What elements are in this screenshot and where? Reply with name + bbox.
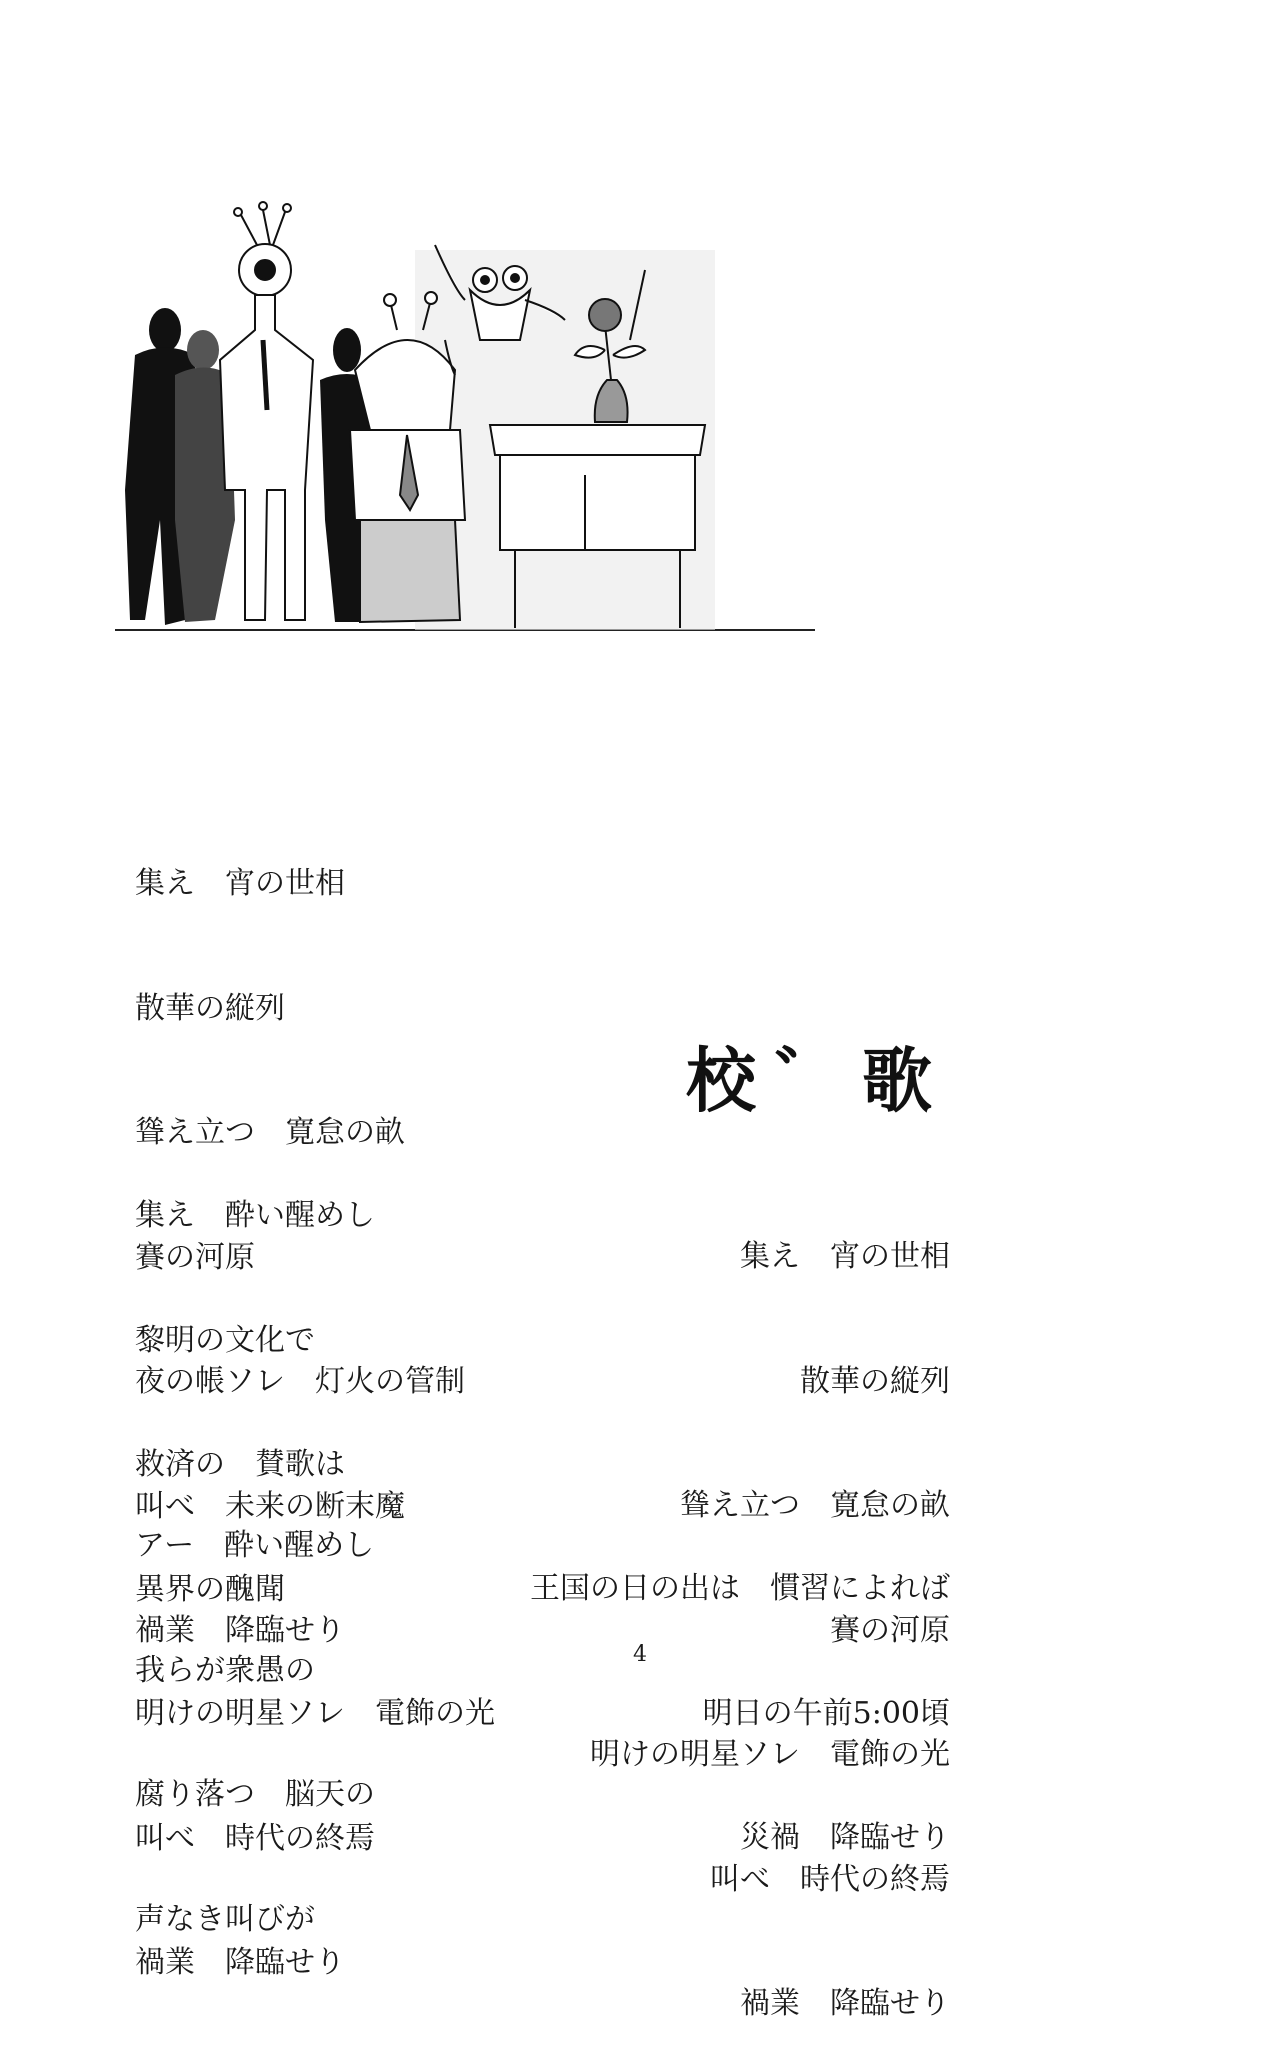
lyric-line: 散華の縦列 bbox=[135, 990, 285, 1026]
lyric-line: 明日の午前5:00頃 bbox=[702, 1695, 950, 1731]
eyestalk-alien bbox=[220, 202, 313, 620]
lyric-line: 賽の河原 bbox=[830, 1612, 950, 1648]
lyric-line: 明けの明星ソレ 電飾の光 bbox=[590, 1737, 950, 1772]
lyric-line: 集え 酔い醒めし bbox=[135, 1198, 375, 1233]
lyric-line: 叫べ 未来の断末魔 bbox=[135, 1488, 405, 1524]
lyric-line: 王国の日の出は 慣習によれば bbox=[530, 1571, 950, 1606]
lyric-line: 災禍 降臨せり bbox=[740, 1820, 950, 1855]
lyric-line: 異界の醜聞 bbox=[135, 1571, 285, 1607]
lyric-line: 禍業 降臨せり bbox=[135, 1945, 345, 1980]
page-number: 4 bbox=[633, 1642, 647, 1667]
lyric-line: 集え 宵の世相 bbox=[740, 1239, 950, 1274]
lyric-line: 腐り落つ 脳天の bbox=[135, 1777, 375, 1812]
illustration-creatures-at-desk bbox=[115, 190, 815, 650]
lyric-line: 夜の帳ソレ 灯火の管制 bbox=[135, 1364, 465, 1399]
lyric-line: 明けの明星ソレ 電飾の光 bbox=[135, 1696, 495, 1731]
lyric-line: 集え 宵の世相 bbox=[135, 866, 345, 901]
lyric-line: 賽の河原 bbox=[135, 1239, 255, 1275]
lyric-line: 散華の縦列 bbox=[800, 1363, 950, 1399]
lyric-line: 声なき叫びが bbox=[135, 1901, 315, 1937]
lyric-line: 禍業 降臨せり bbox=[135, 1613, 345, 1648]
lyric-line: 聳え立つ 寛怠の畝 bbox=[680, 1488, 950, 1523]
lyric-line: 叫べ 時代の終焉 bbox=[710, 1861, 950, 1897]
lyric-line: 禍業 降臨せり bbox=[740, 1986, 950, 2021]
lyrics-stanza-3 bbox=[135, 1442, 375, 1982]
lyric-line: アー 酔い醒めし bbox=[135, 1528, 375, 1563]
lyrics-stanza-right-2 bbox=[530, 1485, 950, 1900]
lyric-line: 聳え立つ 寛怠の畝 bbox=[135, 1115, 405, 1150]
lyric-line: 救済の 賛歌は bbox=[135, 1447, 345, 1482]
lyric-line: 黎明の文化で bbox=[135, 1322, 315, 1358]
lyric-line: 叫べ 時代の終焉 bbox=[135, 1820, 375, 1856]
song-title: 校゛歌 bbox=[686, 1040, 950, 1122]
lyric-line: 我らが衆愚の bbox=[135, 1652, 315, 1688]
